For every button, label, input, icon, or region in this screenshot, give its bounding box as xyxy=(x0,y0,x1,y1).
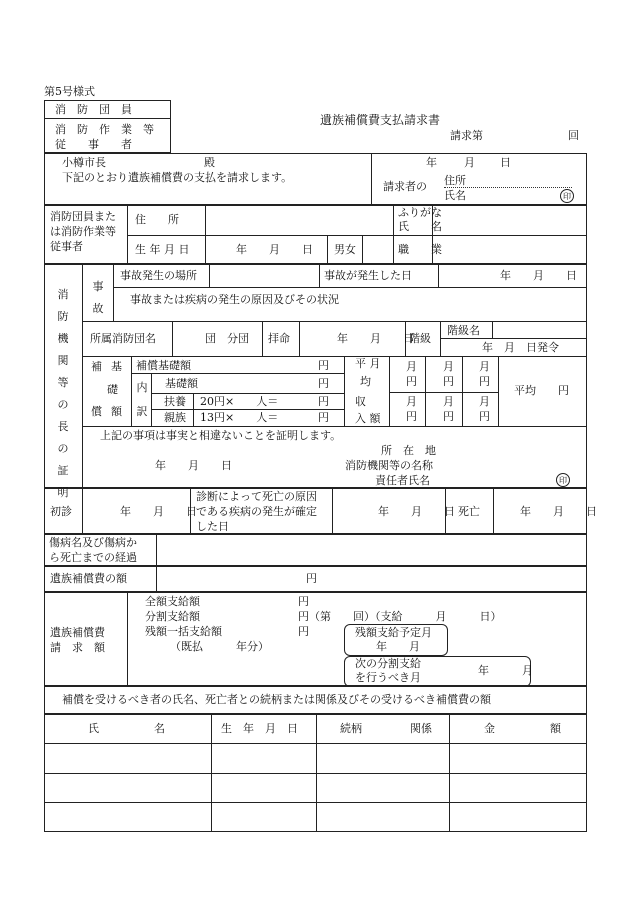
disease-label-1: 傷病名及び傷病か xyxy=(49,536,137,549)
unit-name-label: 所属消防団名 xyxy=(90,332,156,345)
month5-yen: 円 xyxy=(443,410,454,423)
comp-label-ki: 基 xyxy=(111,360,122,373)
first-visit-date: 年 月 日 xyxy=(120,505,197,518)
col-birth-header: 生 年 月 日 xyxy=(221,722,298,735)
member-name-label: 氏 名 xyxy=(398,220,442,233)
claimant-label: 請求者の xyxy=(383,180,427,193)
month3-label: 月 xyxy=(479,360,490,373)
claim-label-2: 請 求 額 xyxy=(50,641,105,654)
unit-division-label: 団 分団 xyxy=(205,332,249,345)
comp-amount-yen: 円 xyxy=(306,572,317,585)
page-title: 遺族補償費支払請求書 xyxy=(320,113,441,127)
avg-income-label-2: 均 xyxy=(360,375,371,388)
claim-label-1: 遺族補償費 xyxy=(50,626,105,639)
role-worker: 消 防 作 業 等 xyxy=(55,123,154,136)
furigana-label: ふりがな xyxy=(398,206,442,219)
comp-label-sho: 償 xyxy=(91,405,102,418)
month6-yen: 円 xyxy=(479,410,490,423)
accident-date-value: 年 月 日 xyxy=(500,269,577,282)
accident-place-label: 事故発生の場所 xyxy=(120,269,197,282)
appointment-label: 拝命 xyxy=(268,332,290,345)
col-relation-header-2: 関係 xyxy=(410,722,432,735)
role-engaged: 従 事 者 xyxy=(55,138,132,151)
base-amount-yen: 円 xyxy=(318,377,329,390)
claim-number-unit: 回 xyxy=(568,129,579,142)
month3-yen: 円 xyxy=(479,375,490,388)
request-text: 下記のとおり遺族補償費の支払を請求します。 xyxy=(62,171,293,184)
already-paid-label: （既払 年分） xyxy=(170,640,269,653)
average-income: 平均 円 xyxy=(514,384,569,397)
disease-label-2: ら死亡までの経過 xyxy=(49,551,137,564)
month2-label: 月 xyxy=(443,360,454,373)
full-payment-label: 全額支給額 xyxy=(145,595,200,608)
lump-sum-yen: 円 xyxy=(298,625,309,638)
col-amount-header: 金 額 xyxy=(484,722,561,735)
month2-yen: 円 xyxy=(443,375,454,388)
member-label-2: は消防作業等 xyxy=(50,225,116,238)
accident-date-label: 事故が発生した日 xyxy=(324,269,412,282)
dependents-label: 扶養 xyxy=(164,395,186,408)
cert-seal-mark: 印 xyxy=(556,473,570,487)
month4-yen: 円 xyxy=(406,410,417,423)
claimant-name-label: 氏名 xyxy=(444,189,466,202)
breakdown-vertical-label: 内訳 xyxy=(136,381,148,418)
month4-label: 月 xyxy=(406,395,417,408)
cert-statement: 上記の事項は事実と相違ないことを証明します。 xyxy=(100,429,342,442)
remaining-month-label: 残額支給予定月 xyxy=(355,626,432,639)
date-day: 日 xyxy=(500,156,511,169)
first-visit-label: 初診 xyxy=(50,505,72,518)
comp-label-ho: 補 xyxy=(91,360,102,373)
member-label-3: 従事者 xyxy=(50,240,83,253)
month5-label: 月 xyxy=(443,395,454,408)
comp-label-so: 礎 xyxy=(107,383,118,396)
location-label: 所 在 地 xyxy=(381,444,436,457)
beneficiary-note: 補償を受けるべき者の氏名、死亡者との続柄または関係及びその受けるべき補償費の額 xyxy=(62,693,491,706)
lump-sum-label: 残額一括支給額 xyxy=(145,625,222,638)
cert-vertical-label: 消防機関等の長の証明 xyxy=(57,288,69,499)
dependents-calc: 20円× 人＝ xyxy=(200,395,279,408)
basic-comp-yen: 円 xyxy=(318,359,329,372)
basic-comp-label: 補償基礎額 xyxy=(136,359,191,372)
month1-label: 月 xyxy=(406,360,417,373)
rank-name-label: 階級名 xyxy=(447,324,480,337)
appointment-date: 年 月 日 xyxy=(337,332,414,345)
partial-payment-detail: 円（第 回）（支給 月 日） xyxy=(298,610,502,623)
avg-income-label-3: 収 xyxy=(355,395,366,408)
honorific: 殿 xyxy=(204,156,215,169)
accident-cause-label: 事故または疾病の発生の原因及びその状況 xyxy=(130,293,339,306)
avg-income-label-1: 平 月 xyxy=(355,357,381,370)
diagnosis-date: 年 月 日 xyxy=(378,505,455,518)
comp-amount-label: 遺族補償費の額 xyxy=(50,572,127,585)
col-relation-header-1: 続柄 xyxy=(340,722,362,735)
addressee: 小樽市長 xyxy=(62,156,106,169)
relatives-calc: 13円× 人＝ xyxy=(200,411,279,424)
form-number: 第5号様式 xyxy=(44,85,95,98)
next-partial-label-2: を行うべき月 xyxy=(355,671,421,684)
org-name-label: 消防機関等の名称 xyxy=(345,459,433,472)
occupation-label: 職 業 xyxy=(398,243,442,256)
rank-label: 階級 xyxy=(409,332,431,345)
col-name-header: 氏 名 xyxy=(88,722,165,735)
member-address-label: 住 所 xyxy=(135,213,179,226)
accident-vertical-label: 事故 xyxy=(92,280,104,315)
month1-yen: 円 xyxy=(406,375,417,388)
remaining-month-value: 年 月 xyxy=(376,640,420,653)
comp-label-gaku: 額 xyxy=(111,405,122,418)
relatives-yen: 円 xyxy=(318,411,329,424)
base-amount-label: 基礎額 xyxy=(165,377,198,390)
diagnosis-label-2: である疾病の発生が確定 xyxy=(196,505,317,518)
month6-label: 月 xyxy=(479,395,490,408)
claim-number-label: 請求第 xyxy=(450,129,483,142)
relatives-label: 親族 xyxy=(164,411,186,424)
date-year: 年 xyxy=(426,156,437,169)
gender-label: 男女 xyxy=(334,243,356,256)
rank-issue-date: 年 月 日発令 xyxy=(482,341,559,354)
dependents-yen: 円 xyxy=(318,395,329,408)
full-payment-yen: 円 xyxy=(298,595,309,608)
next-partial-label-1: 次の分割支給 xyxy=(355,657,421,670)
member-label-1: 消防団員また xyxy=(50,210,116,223)
date-month: 月 xyxy=(464,156,475,169)
diagnosis-label-3: した日 xyxy=(196,520,229,533)
death-label: 死亡 xyxy=(458,505,480,518)
diagnosis-label-1: 診断によって死亡の原因 xyxy=(196,490,317,503)
responsible-label: 責任者氏名 xyxy=(375,474,430,487)
member-birth-label: 生 年 月 日 xyxy=(135,243,190,256)
member-birth-date: 年 月 日 xyxy=(236,243,313,256)
cert-date: 年 月 日 xyxy=(155,459,232,472)
next-partial-date: 年 月 xyxy=(478,664,533,677)
death-date: 年 月 日 xyxy=(520,505,597,518)
avg-income-label-4: 入 額 xyxy=(355,412,381,425)
claimant-address-label: 住所 xyxy=(444,174,466,187)
partial-payment-label: 分割支給額 xyxy=(145,610,200,623)
seal-mark: 印 xyxy=(560,189,574,203)
role-firefighter: 消 防 団 員 xyxy=(55,103,132,116)
